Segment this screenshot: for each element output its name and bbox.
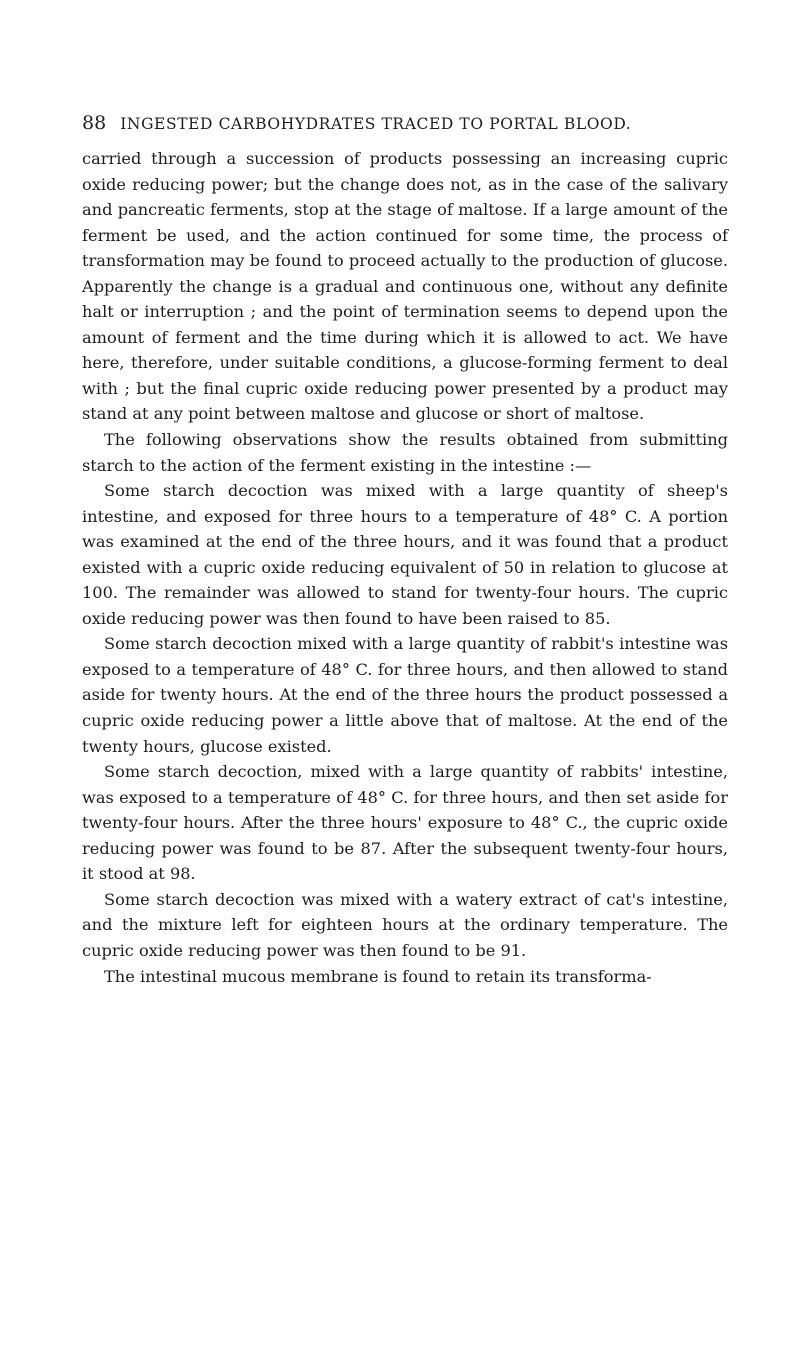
running-header [82,112,728,140]
paragraph-continuation: carried through a succession of products possessing an increasing cupric oxide reducing power; but the change does not, as in the case of the salivary and pancreatic ferments, stop at the stage of maltose. If a large amount of the ferment be used, and the action continued for some time, the process of transformation may be found to proceed actually to the production of glucose. Apparently the change is a gradual and continuous one, without any definite halt or interruption ; and the point of termination seems to depend upon the amount of ferment and the time during which it is allowed to act. We have here, therefore, under suitable conditions, a glucose-forming ferment to deal with ; but the final cupric oxide reducing power presented by a product may stand at any point between maltose and glucose or short of maltose. [82,149,728,424]
paragraph-rabbit-intestine: Some starch decoction mixed with a large quantity of rabbit's intestine was exposed to a temperature of 48° C. for three hours, and then allowed to stand aside for twenty hours. At the end of the three hours the product possessed a cupric oxide reducing power a little above that of maltose. At the end of the twenty hours, glucose existed. [82,634,728,756]
paragraph-cat-intestine: Some starch decoction was mixed with a watery extract of cat's intestine, and the mixture left for eighteen hours at the ordinary temperature. The cupric oxide reducing power was then found to be 91. [82,889,728,960]
book-page [82,112,728,989]
paragraph-sheep-intestine: Some starch decoction was mixed with a large quantity of sheep's intestine, and exposed for three hours to a temperature of 48° C. A portion was examined at the end of the three hours, and it was found that a product existed with a cupric oxide reducing equivalent of 50 in relation to glucose at 100. The remainder was allowed to stand for twenty-four hours. The cupric oxide reducing power was then found to have been raised to 85. [82,481,728,628]
paragraph-observations-intro: The following observations show the results obtained from submitting starch to the action of the ferment existing in the intestine :— [82,430,728,475]
running-title: INGESTED CARBOHYDRATES TRACED TO PORTAL BLOOD. [120,115,632,133]
page-number: 88 [82,112,107,134]
paragraph-rabbits-intestine: Some starch decoction, mixed with a large quantity of rabbits' intestine, was exposed to a temperature of 48° C. for three hours, and then set aside for twenty-four hours. After the three hours' exposure to 48° C., the cupric oxide reducing power was found to be 87. After the subsequent twenty-four hours, it stood at 98. [82,762,728,884]
paragraph-mucous-membrane: The intestinal mucous membrane is found to retain its transforma- [104,966,652,986]
